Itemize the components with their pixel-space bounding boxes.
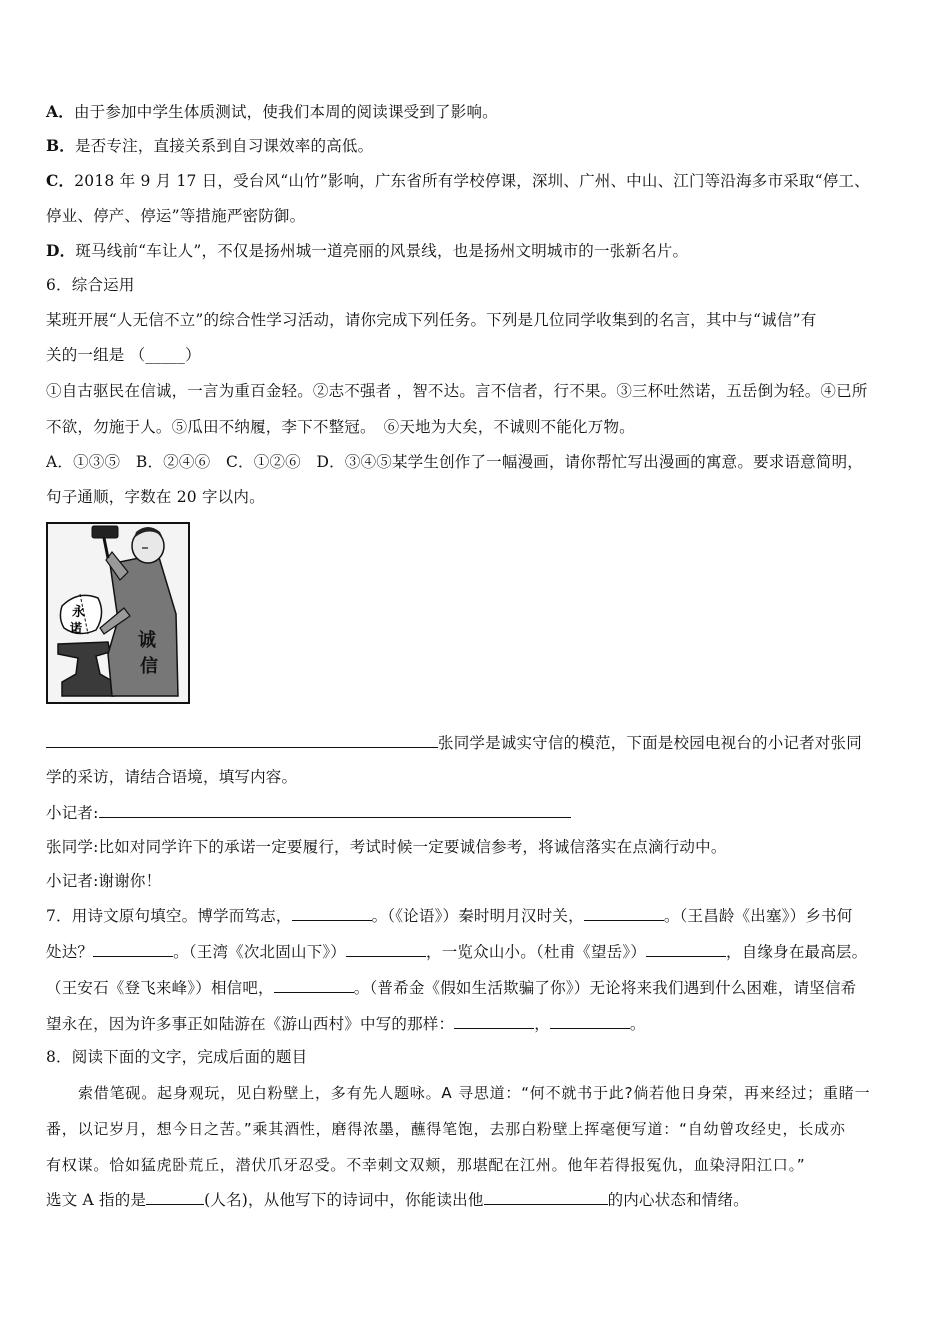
q7-blank-2[interactable]: [584, 904, 664, 921]
hammer-icon: [92, 526, 118, 538]
q8-passage-1: 索借笔砚。起身观玩，见白粉壁上，多有先人题咏。A 寻思道：“何不就书于此?倘若他日身荣，再来经过；重睹一: [78, 1084, 871, 1102]
answer-blank[interactable]: [46, 731, 438, 748]
option-b-label: B．: [46, 136, 76, 155]
q7-blank-3[interactable]: [93, 940, 173, 957]
option-c-text-1: 2018 年 9 月 17 日，受台风“山竹”影响，广东省所有学校停课，深圳、广州、中山、江门等沿海多市采取“停工、: [74, 172, 870, 190]
option-a-text: 由于参加中学生体质测试，使我们本周的阅读课受到了影响。: [73, 103, 498, 121]
option-c-label: C．: [46, 171, 75, 190]
q7-blank-8[interactable]: [550, 1012, 630, 1029]
q7-line-2: [46, 940, 867, 963]
q7-text-3b: 。（普希金《假如生活欺骗了你》）无论将来我们遇到什么困难，请坚信希: [353, 979, 857, 997]
q8-blank-state[interactable]: [484, 1188, 608, 1205]
cartoon-char-cheng: 诚: [138, 630, 156, 651]
option-b-text: 是否专注，直接关系到自习课效率的高低。: [75, 137, 374, 155]
q6-options-2: 句子通顺，字数在 20 字以内。: [46, 488, 265, 506]
q7-blank-6[interactable]: [274, 976, 354, 993]
q5-option-c-cont: [46, 205, 305, 227]
option-a-label: A．: [46, 102, 74, 121]
q7-line-3: [46, 976, 856, 999]
q5-option-c: [46, 170, 870, 192]
q8-question: [46, 1188, 749, 1211]
cartoon-drawing: [48, 524, 188, 702]
q8-text-a: 选文 A 指的是: [46, 1191, 147, 1209]
q7-text-4c: 。: [629, 1015, 646, 1033]
q8-passage-2: 番，以记岁月，想今日之苦。”乘其酒性，磨得浓墨，蘸得笔饱，去那白粉壁上挥毫便写道：“自幼曾攻经史，长成亦: [46, 1120, 846, 1138]
q5-option-b: [46, 135, 373, 157]
q8-text-b: (人名)，从他写下的诗词中，你能读出他: [204, 1191, 484, 1209]
q7-line-1: [46, 904, 852, 927]
q8-blank-name[interactable]: [146, 1188, 204, 1205]
q7-text-2a: 处达？: [46, 943, 94, 961]
q7-text-4b: ，: [534, 1015, 550, 1033]
q7-text-1b: 。（《论语》）秦时明月汉时关，: [371, 907, 584, 925]
q5-option-a: [46, 101, 498, 123]
reporter-thanks: 小记者:谢谢你！: [46, 872, 162, 890]
interview-intro-line-1: [46, 731, 862, 754]
q7-text-2b: 。（王湾《次北固山下》）: [173, 943, 347, 961]
q8-heading: 8．阅读下面的文字，完成后面的题目: [46, 1048, 308, 1066]
q6-quotes-1: ①自古驱民在信诚，一言为重百金轻。②志不强者 ，智不达。言不信者，行不果。③三杯吐然诺，五岳倒为轻。④已所: [46, 382, 868, 400]
q7-text-1a: 7．用诗文原句填空。博学而笃志，: [46, 907, 292, 925]
q7-blank-1[interactable]: [292, 904, 372, 921]
cartoon-image: [46, 522, 190, 704]
q6-prompt-2: 关的一组是 （_____）: [46, 346, 201, 364]
q7-text-4a: 望永在，因为许多事正如陆游在《游山西村》中写的那样：: [46, 1015, 455, 1033]
option-c-text-2: 停业、停产、停运”等措施严密防御。: [46, 207, 306, 225]
q6-heading: 6．综合运用: [46, 276, 135, 294]
q6-prompt-1: 某班开展“人无信不立”的综合性学习活动，请你完成下列任务。下列是几位同学收集到的名言，其中与“诚信”有: [46, 311, 817, 329]
q8-text-c: 的内心状态和情绪。: [607, 1191, 749, 1209]
option-d-label: D．: [46, 241, 76, 260]
cartoon-char-nuo: 诺: [70, 621, 83, 635]
q7-text-3a: （王安石《登飞来峰》）相信吧，: [46, 979, 274, 997]
cartoon-char-xin: 信: [140, 656, 158, 677]
q7-text-2d: ，自缘身在最高层。: [726, 943, 868, 961]
q5-option-d: [46, 240, 688, 262]
q6-quotes-2: 不欲，勿施于人。⑤瓜田不纳履，李下不整冠。 ⑥天地为大矣，不诚则不能化万物。: [46, 418, 635, 436]
q8-passage-3: 有权谋。恰如猛虎卧荒丘，潜伏爪牙忍受。不幸刺文双颊，那堪配在江州。他年若得报冤仇，血染浔阳江口。”: [46, 1156, 806, 1174]
q7-text-2c: ，一览众山小。（杜甫《望岳》）: [426, 943, 647, 961]
interview-intro-1: 张同学是诚实守信的模范，下面是校园电视台的小记者对张同: [438, 734, 862, 752]
reporter-question-line: [46, 801, 571, 824]
q6-options: A．①③⑤ B．②④⑥ C．①②⑥ D．③④⑤某学生创作了一幅漫画，请你帮忙写出漫画的寓意。要求语意简明，: [46, 453, 863, 471]
q7-blank-4[interactable]: [346, 940, 426, 957]
q7-text-1c: 。（王昌龄《出塞》）乡书何: [663, 907, 853, 925]
q7-blank-5[interactable]: [646, 940, 726, 957]
q7-line-4: [46, 1012, 646, 1035]
reporter-label: 小记者:: [46, 804, 99, 822]
cartoon-char-yong: 永: [72, 605, 86, 620]
interview-intro-2: 学的采访，请结合语境，填写内容。: [46, 768, 298, 786]
reporter-answer-blank[interactable]: [99, 801, 571, 818]
zhang-response: 张同学:比如对同学许下的承诺一定要履行，考试时候一定要诚信参考，将诚信落实在点滴行动中。: [46, 838, 727, 856]
option-d-text: 斑马线前“车让人”，不仅是扬州城一道亮丽的风景线，也是扬州文明城市的一张新名片。: [75, 242, 689, 260]
q7-blank-7[interactable]: [454, 1012, 534, 1029]
